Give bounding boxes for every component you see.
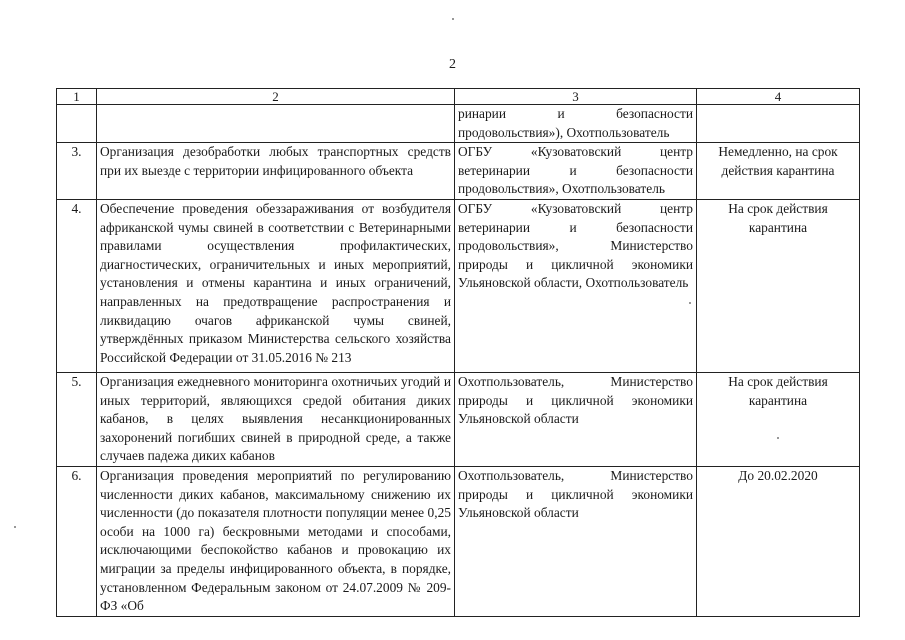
row-number-cell: 6. <box>57 466 97 616</box>
column-header-3: 3 <box>455 89 697 105</box>
action-cell: Обеспечение проведения обеззараживания от возбудителя африканской чумы свиней в соответствии с Ветеринарными правилами осуществления профилактических, диагностических, ограничительных и иных мероприятий, установления и отмены карантина и иных ограничений, направленных на предотвращение распространения и ликвидацию очагов африканской чумы свиней, утверждённых приказом Министерства сельского хозяйства Российской Федерации от 31.05.2016 № 213 <box>97 199 455 372</box>
table-row <box>57 466 860 616</box>
scan-speck <box>14 526 16 528</box>
responsible-cell: ОГБУ «Кузоватовский центр ветеринарии и безопасности продовольствия», Охотпользователь <box>455 143 697 200</box>
column-header-1: 1 <box>57 89 97 105</box>
action-cell: Организация дезобработки любых транспортных средств при их выезде с территории инфицированного объекта <box>97 143 455 200</box>
page-number: 2 <box>449 57 456 72</box>
term-cell: На срок действия карантина <box>697 372 860 466</box>
column-header-2: 2 <box>97 89 455 105</box>
row-number-cell <box>57 105 97 143</box>
action-cell: Организация проведения мероприятий по регулированию численности диких кабанов, максимальному снижению их численности (до показателя плотности популяции менее 0,25 особи на 1000 га) бескровными методами и способами, исключающими беспокойство кабанов и провокацию их миграции за пределы инфицированного объекта, в порядке, установленном Федеральным законом от 24.07.2009 № 209-ФЗ «Об <box>97 466 455 616</box>
term-cell: До 20.02.2020 <box>697 466 860 616</box>
table-row <box>57 105 860 143</box>
responsible-cell: ринарии и безопасности продовольствия»), Охотпользователь <box>455 105 697 143</box>
scan-speck <box>689 302 691 304</box>
row-number-cell: 4. <box>57 199 97 372</box>
scan-speck <box>777 437 779 439</box>
column-header-4: 4 <box>697 89 860 105</box>
table-row <box>57 372 860 466</box>
responsible-cell: ОГБУ «Кузоватовский центр ветеринарии и безопасности продовольствия», Министерство природы и цикличной экономики Ульяновской области, Охотпользователь <box>455 199 697 372</box>
scan-speck <box>452 18 454 20</box>
row-number-cell: 5. <box>57 372 97 466</box>
table-row <box>57 199 860 372</box>
measures-table <box>56 88 860 617</box>
responsible-cell: Охотпользователь, Министерство природы и цикличной экономики Ульяновской области <box>455 466 697 616</box>
term-cell: На срок действия карантина <box>697 199 860 372</box>
term-cell <box>697 105 860 143</box>
action-cell: Организация ежедневного мониторинга охотничьих угодий и иных территорий, являющихся средой обитания диких кабанов, в целях выявления несанкционированных захоронений погибших свиней в природной среде, а также случаев падежа диких кабанов <box>97 372 455 466</box>
row-number-cell: 3. <box>57 143 97 200</box>
table-row <box>57 143 860 200</box>
column-number-row <box>57 89 860 105</box>
action-cell <box>97 105 455 143</box>
responsible-cell: Охотпользователь, Министерство природы и цикличной экономики Ульяновской области <box>455 372 697 466</box>
term-cell: Немедленно, на срок действия карантина <box>697 143 860 200</box>
